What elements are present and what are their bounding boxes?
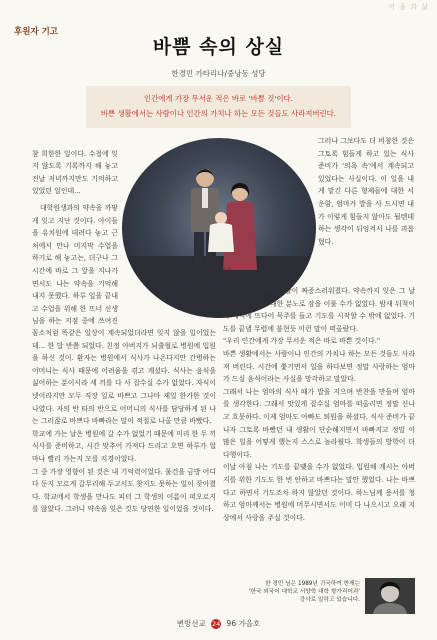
- footer-issue: 96 가을호: [226, 619, 261, 628]
- footer-publication: 변방선교: [176, 619, 206, 628]
- paragraph: 대학원생과의 약속을 까맣게 잊고 지난 것이다. 아이들을 유치원에 데려다 놓고 근처에서 만나 미지막 수업을 하기로 해 놓고는, 더구나 그 시간에 바로 그 앞을 지나가면서도 나는 약속을 기억해 내지 못했다. 하루 일을 끝내고 수업을 위해 한 뜨너 선생님을 하는 지점 중에 쓰여진: [32, 203, 118, 325]
- page-number: 24: [212, 620, 221, 628]
- subtitle-line: 인간에게 가장 무서운 적은 바로 '바쁨 것'이다.: [143, 94, 294, 103]
- body-text-left-top: [32, 135, 118, 325]
- paragraph: 참 희한한 일이다. 수첩에 잊지 않도록 기록까지 해 놓고 전날 저녁까지만도 기억하고 있었던 일인데...: [32, 149, 118, 196]
- section-tag: 후원자 기고: [14, 27, 59, 37]
- ghost-header: 여 울 과 삶: [388, 3, 429, 11]
- body-text-right: 그러다 보니 자연 생활이 짜증스러워졌다. 약속까지 잊은 그 날은 정말 자신에 대한 분노로 잠을 이룰 수가 없었다. 밤새 뒤척이다 새벽에 뜨다어 묵주를 들고 기도를 시작할 수 밖에 없었다. 기도를 끝낼 무렵에 불현듯 이런 말이 떠올랐다. "우리 인간에게 가장 무서운 적은 바로 바쁜 것이다." 바쁜 생활에서는 사람이나 인간의 가치나 하는 모든 것들도 사라져 버린다. 시간에 쫓기면서 일을 하다보면 정말 사랑하는 엄마가 드실 음식이라는 사실을 망각하고 말았다. 그래서 나는 엄마의 식사 때가 밥을 지으며 반찬을 만들며 엄마를 생각한다. 그래서 맛있게 잡수실 엄마를 떠올리면 정말 신나고 흐뭇하다. 이제 엄마도 아빠도 퇴원을 하셨다. 식사 준비가 끝나자 그토록 바빴던 내 생활이 단순해지면서 바빠지고 정말 이 많은 일을 어떻게 했는지 스스로 놀라웠다. 학생들의 방학이 더 다행이다. 이날 아침 나는 기도를 끝맺을 수가 없었다. 입원해 계시는 아버지를 위한 기도도 한 번 안하고 바쁘다는 말만 했었다. 나는 바쁘다고 하면서 기도조차 하지 않았던 것이다. 하느님께 용서를 청하고 엄마께서는 병원에 머무시면서도 이미 다 나으시고 오래 지상에서 사랑을 주실 것이다.: [223, 287, 415, 522]
- portrait-figure: [365, 578, 415, 614]
- subtitle-box: [86, 86, 351, 128]
- subtitle-line: 바쁜 생활에서는 사람이나 인간의 가치나 하는 모든 것들도 사라져버린다.: [100, 109, 337, 118]
- body-text-right-top: 그러나 그보다도 더 비참한 것은 그토록 힘들게 하고 있는 식사 준비가 '의욕 속'에서 계속되고 있었다는 사실이다. 이 일을 내게 맡긴 다른 형제들에 대한 서운함, 엄마가 밥을 사 드시면 내가 이렇게 힘들지 않아도 될텐데 하는 생각이 뒤엉켜서 나를 괴롭혔다.: [318, 137, 414, 246]
- page-title: 바쁨 속의 상실: [152, 36, 285, 58]
- photo-caption: 둘째아이 영세 때 찍은 네 식구가 기념촬영: [174, 268, 232, 283]
- author-note: 한 경민 님은 1989년 귀국하여 현재는 '한국 외국어 대학교 서양학 대학 항가리어과' 강사로 일하고 있습니다.: [248, 581, 360, 603]
- child-figure: [206, 210, 236, 254]
- body-text-left: 꼼소처럼 똑같은 일상이 계속되었더라면 잊지 않을 일이었는데... 한 달 반쯤 되었다. 친정 아버지가 뇌출혈로 병원에 입원을 하신 것이. 환자는 병원에서 식사가 나온다지만 간병하는 어머니는 식사 때문에 어려움을 겪고 계셨다. 식사는 음식을 싫어하는 분이시라 세 끼를 다 사 잡수실 수가 없었다. 자식이 넷이라지만 모두 직장 일로 바쁘고 그나마 제일 한가한 것이 나였다. 자의 반 타의 반으로 어머니의 식사를 담당하게 된 나는 그러잖로 바쁘다 바빠라는 말이 적절로 나올 만큼 바빴다. 학교에 가는 날은 병원에 갈 수가 없었기 때문에 미리 한 두 끼 식사를 준비하고, 시간 맞추어 가져다 드리고 오면 하루가 얼마나 빨리 가는지 모를 지경이었다. 그 중 가장 영향이 된 것은 내 기억력이었다. 물건을 금방 어디다 둔지 모르게 갈무리해 두고서도 찾지도 못하는 일이 잦아졌다. 학교에서 학생을 만나도 피터 그 학생의 이름이 떠오르지를 않았다. 그러니 약속을 잊은 것도 당연한 일이었을 것이다.: [32, 329, 216, 514]
- page-footer: [0, 618, 437, 629]
- author-portrait: [365, 578, 415, 614]
- author-line: 한경민 가타리나/중낭동 성당: [171, 69, 266, 78]
